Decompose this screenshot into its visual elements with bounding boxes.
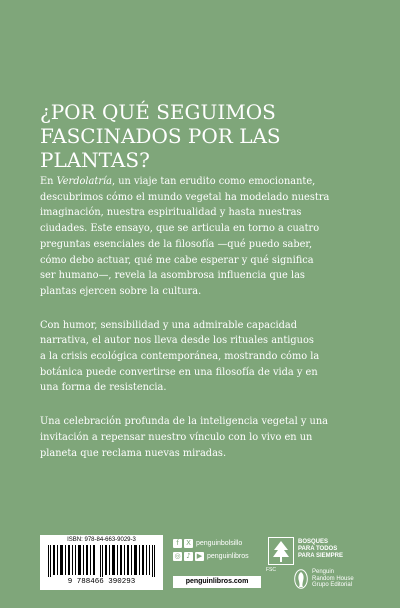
blurb-paragraph-1	[40, 174, 362, 300]
footer	[40, 535, 360, 590]
headline-line: FASCINADOS POR LAS	[40, 124, 281, 148]
social-handle: penguinbolsillo	[196, 540, 243, 547]
blurb-line: cómo debo actuar, qué me cabe esperar y qué significa	[40, 254, 314, 266]
blurb-line: En Verdolatría, un viaje tan erudito como emocionante,	[40, 176, 316, 187]
blurb-line: preguntas esenciales de la filosofía —qué puedo saber,	[40, 238, 313, 250]
isbn-barcode-box	[40, 535, 163, 590]
headline	[40, 100, 360, 172]
blurb-line: imaginación, nuestra espiritualidad y hasta nuestras	[40, 207, 302, 219]
tiktok-icon[interactable]: ♪	[184, 552, 193, 561]
barcode-digits: 9 788466 390293	[67, 578, 136, 586]
fsc-label: FSC	[266, 567, 276, 573]
facebook-icon[interactable]: f	[173, 539, 182, 548]
blurb-line: narrativa, el autor nos lleva desde los rituales antiguos	[40, 335, 314, 347]
blurb	[40, 174, 362, 479]
instagram-icon[interactable]: ◎	[174, 552, 181, 560]
blurb-line: una forma de resistencia.	[40, 382, 167, 394]
blurb-line: ciudades. Este ensayo, que se articula en torno a cuatro	[40, 223, 320, 235]
blurb-line: planeta que reclama nuevas miradas.	[40, 447, 227, 459]
blurb-line: a la crisis ecológica contemporánea, mostrando cómo la	[40, 351, 320, 363]
headline-line: ¿POR QUÉ SEGUIMOS	[40, 100, 276, 124]
penguin-logo-icon	[294, 569, 308, 589]
blurb-line: botánica puede convertirse en una filosofía de vida y en	[40, 366, 318, 378]
blurb-line: Una celebración profunda de la inteligencia vegetal y una	[40, 416, 329, 428]
barcode-icon	[48, 545, 155, 577]
blurb-paragraph-3	[40, 414, 362, 461]
social-handle: penguinlibros	[207, 553, 249, 560]
social-row-bolsillo	[173, 537, 263, 550]
social-row-libros	[173, 550, 263, 563]
social-handles	[173, 537, 263, 563]
blurb-line: plantas ejercen sobre la cultura.	[40, 285, 202, 297]
book-title: Verdolatría	[56, 176, 112, 187]
blurb-line: Con humor, sensibilidad y una admirable capacidad	[40, 319, 297, 331]
youtube-icon[interactable]: ▶	[196, 552, 203, 560]
website-link[interactable]: penguinlibros.com	[173, 576, 261, 588]
x-icon[interactable]: X	[184, 539, 193, 548]
blurb-paragraph-2	[40, 318, 362, 397]
publisher-name: Penguin Random House Grupo Editorial	[312, 569, 354, 588]
blurb-line: ser humano—, revela la asombrosa influencia que las	[40, 270, 305, 282]
blurb-line: invitación a repensar nuestro vínculo con lo vivo en un	[40, 431, 313, 443]
blurb-line: descubrimos cómo el mundo vegetal ha modelado nuestra	[40, 191, 330, 203]
fsc-tree-icon	[268, 537, 294, 565]
headline-line: PLANTAS?	[40, 148, 150, 172]
isbn-text: ISBN: 978-84-663-9029-3	[67, 537, 136, 543]
bosques-slogan: BOSQUES PARA TODOS PARA SIEMPRE	[298, 539, 344, 559]
